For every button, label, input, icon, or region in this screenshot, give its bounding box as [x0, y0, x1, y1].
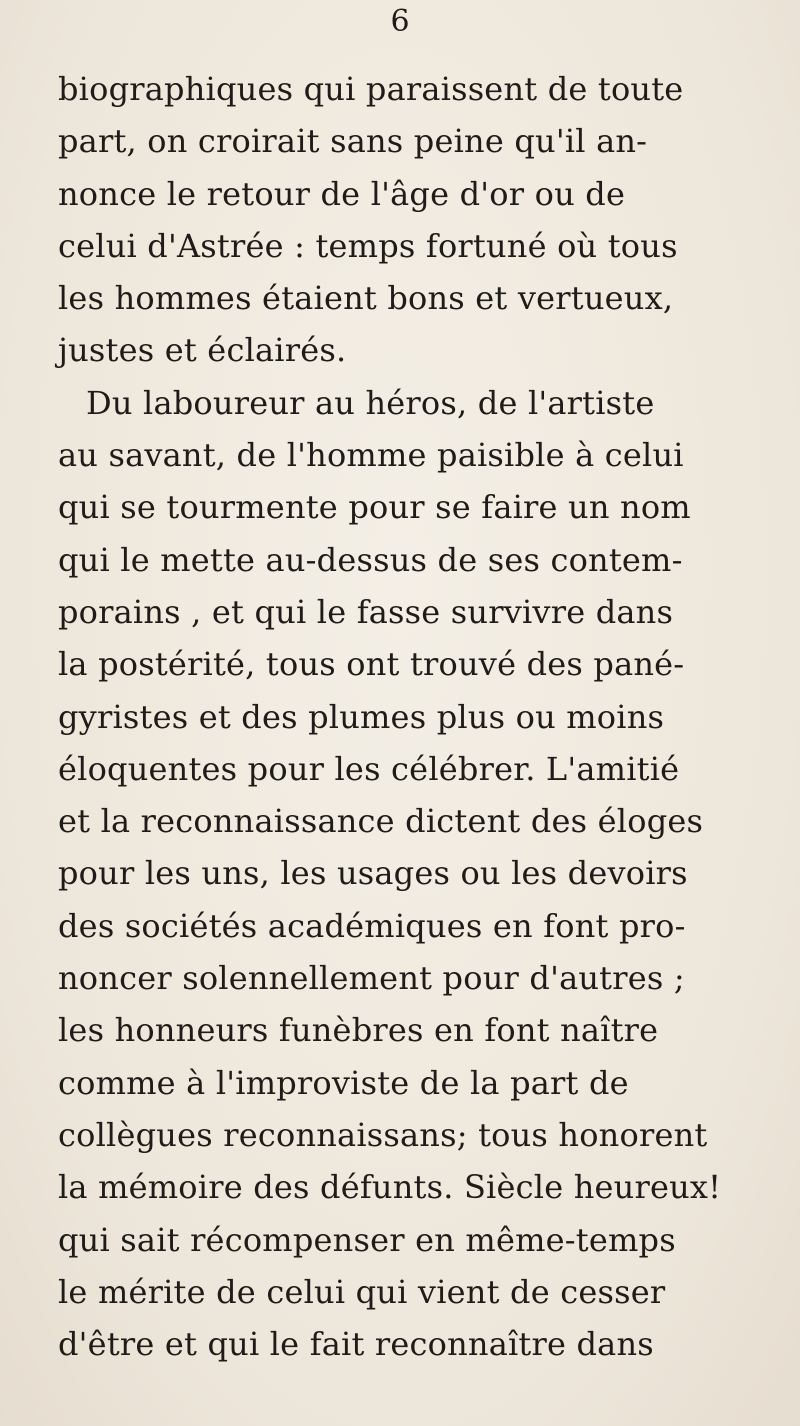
text-line-4: celui d'Astrée : temps fortuné où tous: [58, 226, 678, 265]
text-line-20: comme à l'improviste de la part de: [58, 1063, 629, 1102]
text-line-13: gyristes et des plumes plus ou moins: [58, 697, 665, 736]
text-line-16: pour les uns, les usages ou les devoirs: [58, 854, 688, 893]
text-line-7: Du laboureur au héros, de l'artiste: [86, 383, 655, 422]
text-line-25: d'être et qui le fait reconnaître dans: [58, 1325, 654, 1364]
text-line-12: la postérité, tous ont trouvé des pané-: [58, 645, 685, 684]
text-line-17: des sociétés académiques en font pro-: [58, 906, 686, 945]
text-line-19: les honneurs funèbres en font naître: [58, 1011, 659, 1050]
text-line-23: qui sait récompenser en même-temps: [58, 1220, 676, 1259]
body-text: [58, 63, 768, 1370]
text-line-21: collègues reconnaissans; tous honorent: [58, 1115, 708, 1154]
text-line-1: biographiques qui paraissent de toute: [58, 70, 684, 108]
text-line-9: qui se tourmente pour se faire un nom: [58, 488, 691, 527]
text-line-14: éloquentes pour les célébrer. L'amitié: [58, 749, 680, 788]
text-line-8: au savant, de l'homme paisible à celui: [58, 436, 684, 475]
text-line-5: les hommes étaient bons et vertueux,: [58, 279, 674, 318]
text-line-3: nonce le retour de l'âge d'or ou de: [58, 174, 626, 213]
text-line-15: et la reconnaissance dictent des éloges: [58, 802, 704, 841]
text-line-11: porains , et qui le fasse survivre dans: [58, 592, 674, 631]
text-line-22: la mémoire des défunts. Siècle heureux!: [58, 1168, 722, 1207]
page-number: 6: [390, 4, 410, 39]
text-line-6: justes et éclairés.: [58, 331, 347, 370]
text-line-2: part, on croirait sans peine qu'il an-: [58, 122, 648, 161]
text-line-18: noncer solennellement pour d'autres ;: [58, 959, 685, 998]
text-line-10: qui le mette au-dessus de ses contem-: [58, 540, 683, 579]
text-line-24: le mérite de celui qui vient de cesser: [58, 1272, 666, 1311]
